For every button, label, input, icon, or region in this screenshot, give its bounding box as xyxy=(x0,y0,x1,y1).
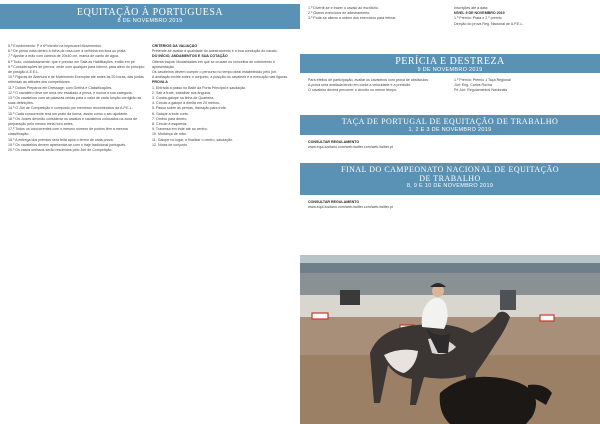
equitacao-title: EQUITAÇÃO À PORTUGUESA xyxy=(76,7,224,18)
rule-item: 14.º O Júri de Competição é composto por membros reconhecidos da A.P.E.L. xyxy=(8,106,133,111)
paragraph: O cavaleiro deverá percorrer o circuito no menor tempo. xyxy=(308,88,398,93)
pericia-right-text xyxy=(454,78,594,108)
list-item: 9. Travessa em trote até ao centro. xyxy=(152,127,208,132)
rule-item: 11.º Outros Preparos em Dressage: com Grelha e Classificações. xyxy=(8,85,113,90)
list-item: 8. Círculo à esquerda. xyxy=(152,122,188,127)
paragraph: Os cavaleiros devem cumprir o percurso no tempo ideal estabelecido pelo júri. xyxy=(152,70,277,75)
rule-item: 5.º Envolvimento: P e 6ª intróito na impecável Movimentos. xyxy=(8,44,102,48)
section-heading: DO INÍCIO, ANDAMENTOS E SUA COTAÇÃO xyxy=(152,54,228,59)
section-heading: CONSULTAR REGULAMENTO xyxy=(308,200,360,204)
rule-item: 13.º Os cavaleiros com as palavras certas para o valor de cada função corrigirão as suas definições. xyxy=(8,96,142,106)
left-column-2 xyxy=(152,44,294,420)
final-date: 8, 9 E 10 DE NOVEMBRO 2019 xyxy=(406,183,494,189)
horse-rider-illustration xyxy=(300,255,600,424)
paragraph: 1.º Divertir-se e trazer o cavalo ao escritório. xyxy=(308,6,379,10)
equitacao-banner xyxy=(0,4,300,29)
rule-item: 18.º A entrega dos prémios será feita após o termo de cada prova. xyxy=(8,137,114,142)
link[interactable]: www.equi-lusitano.com/web-twitter.com/web-twitter.pt xyxy=(308,145,393,150)
rule-item: 12.º O cavaleiro deve ser uma vez escalado à prova, e nunca a sua categoria. xyxy=(8,90,133,95)
paragraph: A avaliação incide sobre o conjunto, a posição do cavaleiro e a execução das figuras. xyxy=(152,75,289,80)
final-banner xyxy=(300,163,600,195)
pericia-banner xyxy=(300,54,600,73)
list-item: 6. Galope a trote curto. xyxy=(152,111,189,116)
paragraph: Pé Júri: Regulamentos Nacionais xyxy=(454,88,508,93)
paragraph: A prova será avaliada tendo em conta a velocidade e a precisão. xyxy=(308,83,412,88)
rule-item: 15.º Cada concorrente terá um prato da forma, assim como o seu ajudante. xyxy=(8,111,129,116)
left-column-1 xyxy=(8,44,148,420)
right-top-column-2 xyxy=(454,6,594,46)
section-heading: PROVA A xyxy=(152,80,168,85)
paragraph: 3.º Pode-se alterar a ordem dos exercícios para treinar. xyxy=(308,16,397,21)
rule-item: 17.º Todos os concorrentes com o mesmo número de pontos têm a mesma classificação. xyxy=(8,127,128,137)
paragraph: Inscrições até à data: xyxy=(454,6,489,10)
list-item: 7. Ombro para dentro. xyxy=(152,116,188,121)
final-title: FINAL DO CAMPEONATO NACIONAL DE EQUITAÇÃO DE TRABALHO xyxy=(341,165,559,183)
pericia-title: PERÍCIA E DESTREZA xyxy=(395,56,505,67)
list-item: 10. Mudança de mão. xyxy=(152,132,187,137)
rule-item: 9.º Considerações de pernos, onde com qualquer para intervir, para além do princípio de posição A.E.E.L. xyxy=(8,64,145,75)
list-item: 1. Entrada a passo no Baile da Porta Principal e saudação. xyxy=(152,85,247,90)
paragraph: 1.º Prémio: Prémio 1 Taça Regional xyxy=(454,78,511,82)
paragraph: Direção do prova Reg. Nacional de A.P.E.L. xyxy=(454,21,524,26)
taca-text xyxy=(308,140,588,154)
paragraph: NÍVEL 9 DE NOVEMBRO 2019 xyxy=(454,11,505,16)
rule-item: 7.º Ajustar a mão com caneca de 20x40 cm, marca de canto de água. xyxy=(8,54,119,59)
taca-title: TAÇA DE PORTUGAL DE EQUITAÇÃO DE TRABALHO xyxy=(341,117,559,126)
rule-item: 20.º Os casos omissos serão resolvidos pelo Júri de Competição. xyxy=(8,148,113,153)
pericia-text xyxy=(308,78,448,108)
list-item: 4. Círculo a galope à direita em 20 metros. xyxy=(152,101,220,106)
paragraph: Pretende-se avaliar a qualidade do adestramento e a boa condução do cavalo. xyxy=(152,49,278,54)
final-text xyxy=(308,200,588,214)
paragraph: 1.º Prémio: Prata e 2.º prémio xyxy=(454,16,502,21)
list-item: 2. Sair a trote, trabalhar nos ângulos. xyxy=(152,90,212,95)
paragraph: Para efeitos de participação, avaliar os cavaleiros com prova de obstáculos. xyxy=(308,78,430,82)
pericia-date: 9 DE NOVEMBRO 2019 xyxy=(417,67,483,73)
taca-banner xyxy=(300,115,600,135)
paragraph: 2.º Outros exercícios de adestramento. xyxy=(308,11,371,16)
right-top-column-1 xyxy=(308,6,448,46)
list-item: 12. Notas de conjunto. xyxy=(152,142,188,147)
rule-item: 16.º Os Juízes deverão considerar os cavalos e cavaleiros colocados na zona de preparação pelo menos meia hora antes. xyxy=(8,116,138,127)
paragraph: Júri: Eng. Carlos Rocha xyxy=(454,83,492,88)
list-item: 3. Contra-galope na linha de Quarteira. xyxy=(152,96,215,101)
rule-item: 19.º Os cavaleiros devem apresentar-se com o traje tradicional português. xyxy=(8,142,127,147)
list-item: 11. Galope no lugar, e finalizar o centro, saudação. xyxy=(152,137,234,142)
rule-item: 8.º Tudo, cuidadosamente: que e preciso em Sala as Habilitações, então em pé. xyxy=(8,59,136,64)
rule-item: 10.º Figuras de Abertura e de Matrimónio Exemplar até antes às 20 horas, das juntas referidas as atitudes dos competidores. xyxy=(8,75,144,85)
paragraph: Oitenta traços: Modalidades em que se cruzam os conceitos de cobrimento e apresentação. xyxy=(152,59,276,69)
link[interactable]: www.equi-lusitano.com/web-twitter.com/web-twitter.pt xyxy=(308,205,393,210)
taca-date: 1, 2 E 3 DE NOVEMBRO 2019 xyxy=(408,127,492,133)
section-heading: CRITÉRIOS DA VALIAÇÃO xyxy=(152,44,198,48)
list-item: 5. Passo sobre as pernas, transição para trote. xyxy=(152,106,227,111)
equitacao-date: 8 DE NOVEMBRO 2019 xyxy=(117,18,183,24)
rule-item: 6.º De prima volta dentro à folha de rosa com a velhinha em lima ou prata. xyxy=(8,49,127,54)
section-heading: CONSULTAR REGULAMENTO xyxy=(308,140,360,144)
horse-rider-photo xyxy=(300,255,600,424)
